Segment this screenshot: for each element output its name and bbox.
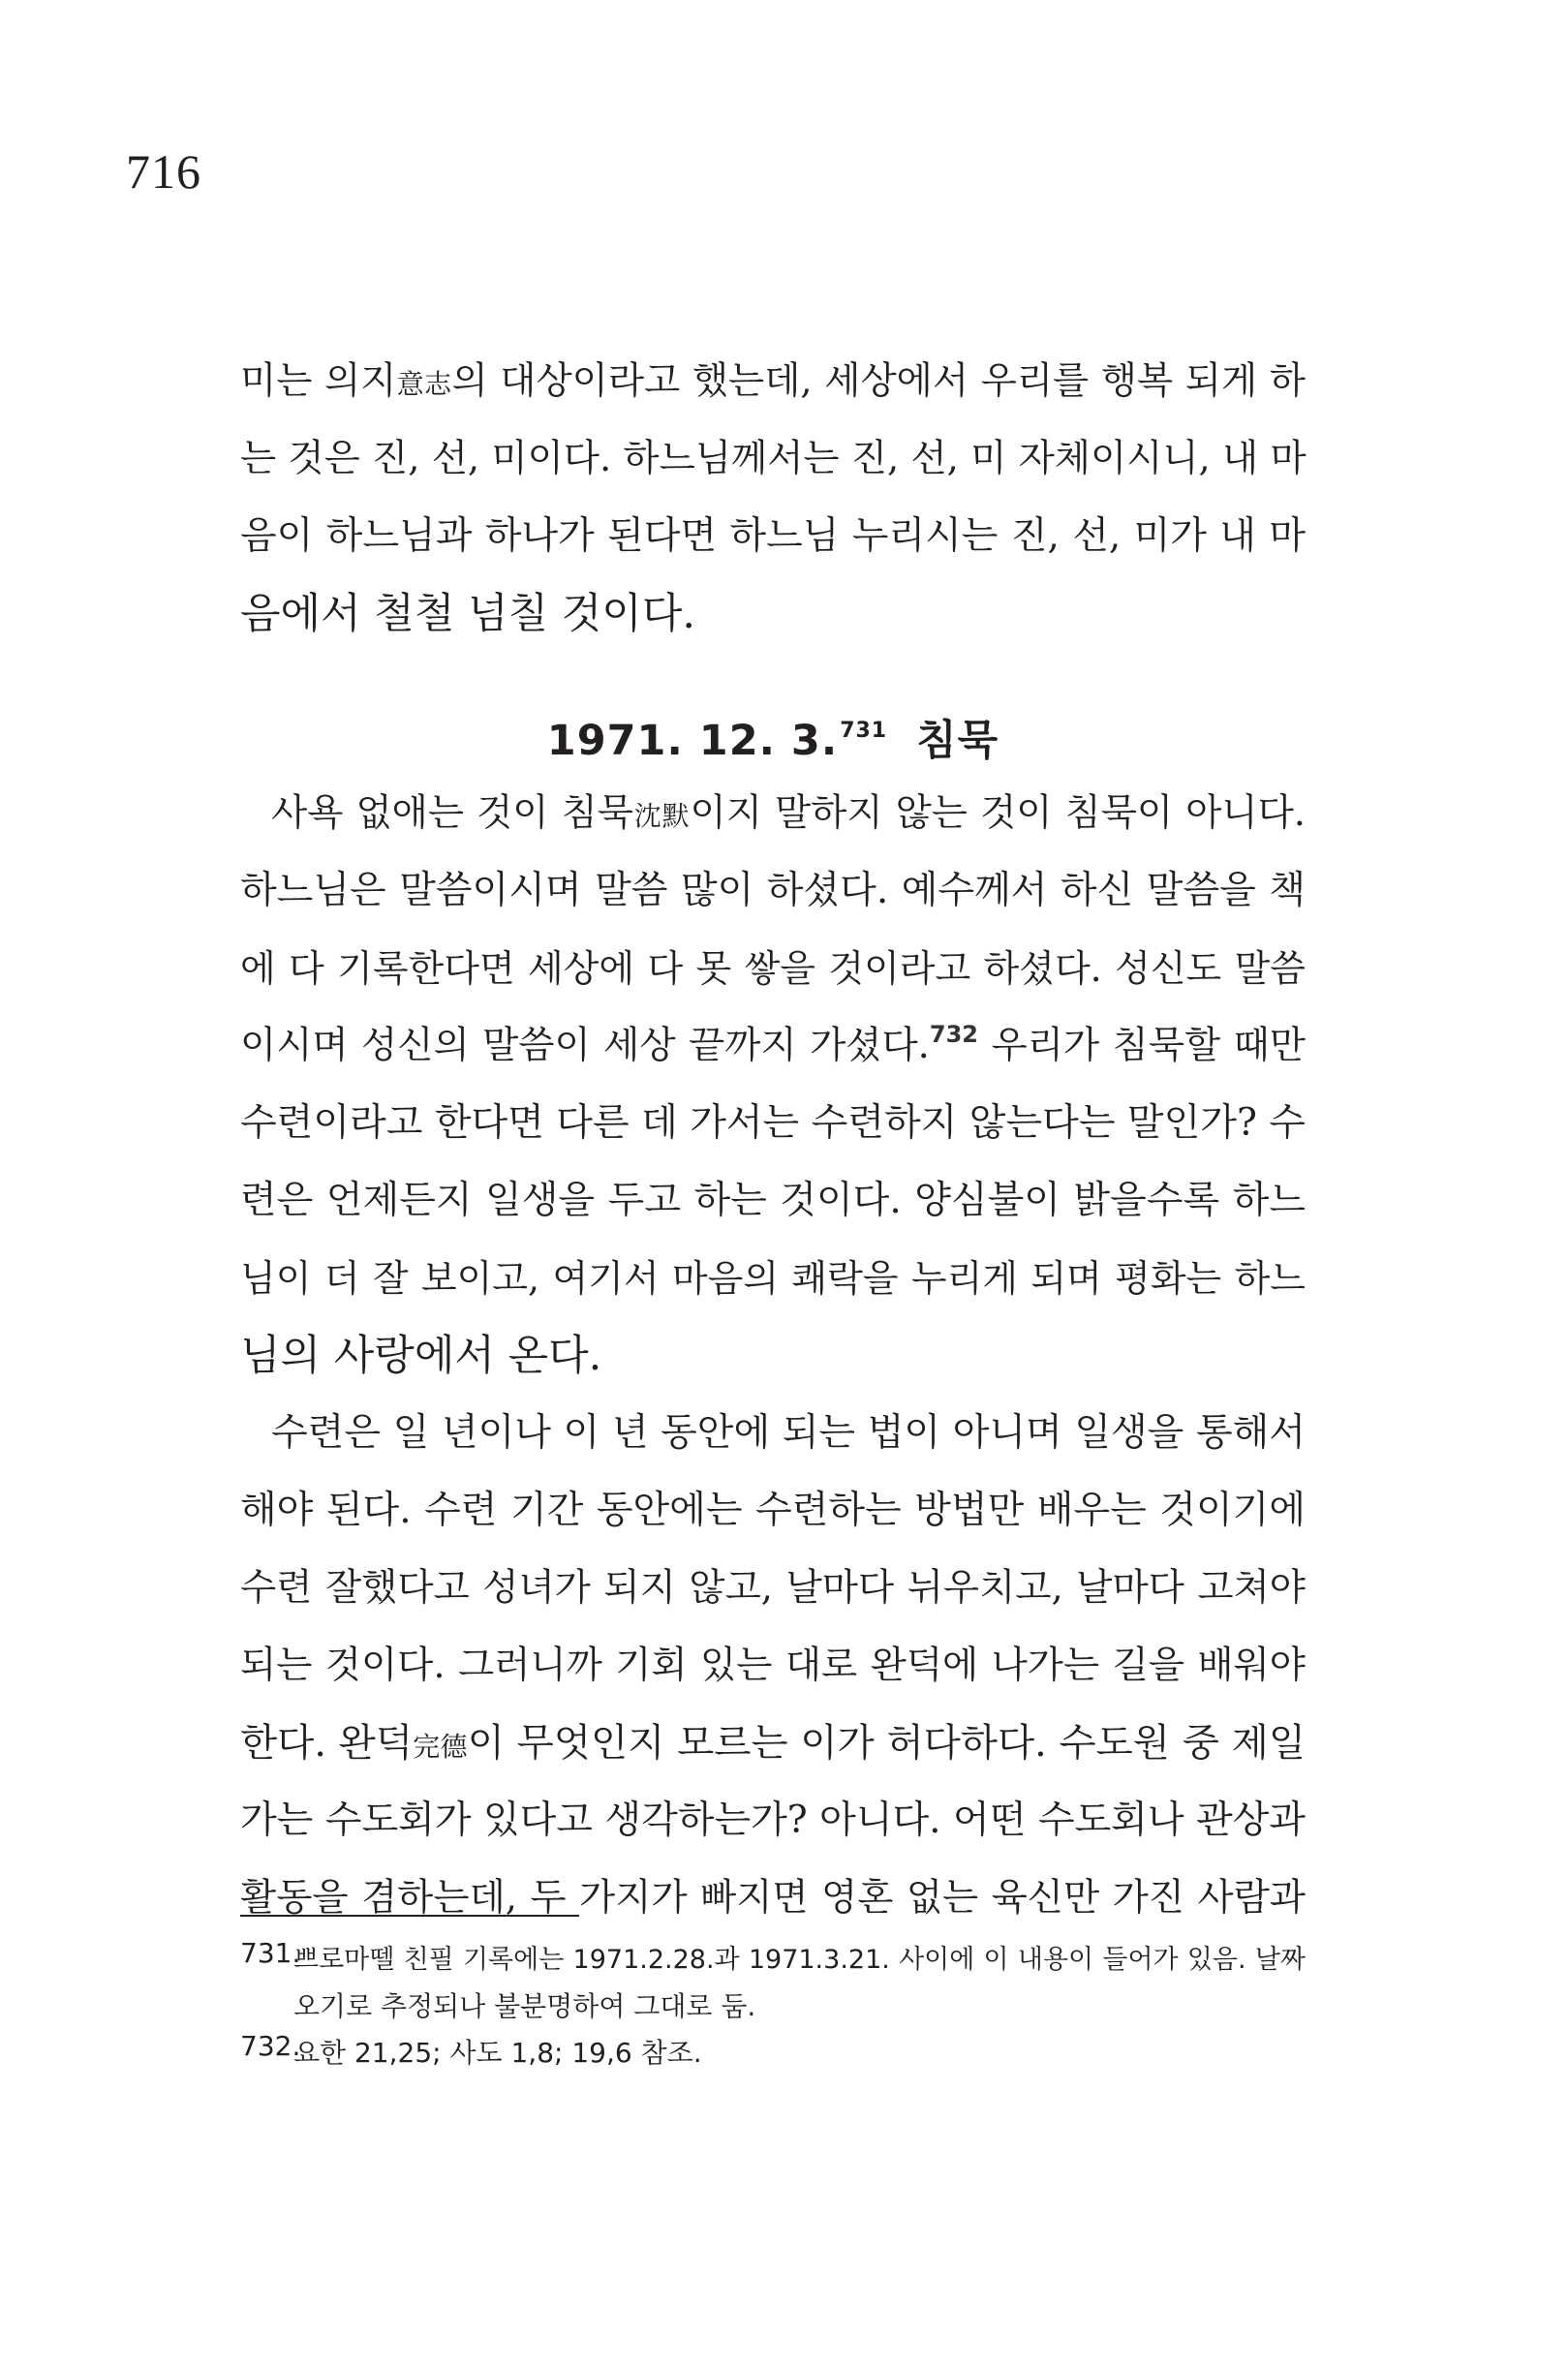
text-line: 수련이라고 한다면 다른 데 가서는 수련하지 않는다는 말인가? 수 — [240, 1101, 1306, 1145]
section-heading — [240, 707, 1306, 775]
hanja-gloss: 沈默 — [632, 800, 691, 832]
text-line: 에 다 기록한다면 세상에 다 못 쌓을 것이라고 하셨다. 성신도 말씀 — [240, 947, 1306, 990]
footnote-divider — [240, 1915, 579, 1917]
text-segment: 이지 말하지 않는 것이 침묵이 아니다. — [690, 791, 1306, 835]
text-line: 음에서 철철 넘칠 것이다. — [240, 590, 696, 638]
text-line: 활동을 겸하는데, 두 가지가 빠지면 영혼 없는 육신만 가진 사람과 — [240, 1876, 1306, 1920]
text-segment: 이 무엇인지 모르는 이가 허다하다. 수도원 중 제일 — [467, 1721, 1306, 1766]
footnote-number: 732. — [240, 2030, 301, 2062]
hanja-gloss: 意志 — [396, 368, 452, 400]
footnote-text: 쁘로마뗄 친필 기록에는 1971.2.28.과 1971.3.21. 사이에 이 내용이 들어가 있음. 날짜 — [293, 1945, 1306, 1975]
text-segment: 한다. 완덕 — [240, 1721, 413, 1766]
footnote-text: 요한 21,25; 사도 1,8; 19,6 참조. — [293, 2037, 702, 2069]
hanja-gloss: 完德 — [412, 1731, 468, 1763]
heading-date: 1971. 12. 3. — [546, 717, 839, 765]
text-line: 해야 된다. 수련 기간 동안에는 수련하는 방법만 배우는 것이기에 — [240, 1489, 1306, 1532]
text-line — [240, 775, 1306, 852]
text-line — [240, 1705, 1306, 1782]
text-segment: 의 대상이라고 했는데, 세상에서 우리를 행복 되게 하 — [451, 359, 1306, 403]
page-number: 716 — [126, 144, 201, 199]
text-segment: 우리가 침묵할 때만 — [978, 1024, 1306, 1067]
intro-paragraph — [240, 343, 1306, 653]
text-segment: 사욕 없애는 것이 침묵 — [271, 791, 633, 835]
text-line: 음이 하느님과 하나가 된다면 하느님 누리시는 진, 선, 미가 내 마 — [240, 514, 1306, 558]
text-line — [240, 1007, 1306, 1085]
footnote-731 — [240, 1937, 1306, 2030]
footnote-reference[interactable]: 732 — [929, 1021, 979, 1048]
text-line: 는 것은 진, 선, 미이다. 하느님께서는 진, 선, 미 자체이시니, 내 마 — [240, 437, 1307, 480]
footnote-number: 731. — [240, 1937, 301, 1969]
text-line — [240, 343, 1306, 420]
text-line: 수련 잘했다고 성녀가 되지 않고, 날마다 뉘우치고, 날마다 고쳐야 — [240, 1566, 1306, 1610]
footnote-reference[interactable]: 731 — [840, 719, 888, 743]
text-line: 하느님은 말씀이시며 말씀 많이 하셨다. 예수께서 하신 말씀을 책 — [240, 869, 1306, 912]
text-line: 님이 더 잘 보이고, 여기서 마음의 쾌락을 누리게 되며 평화는 하느 — [240, 1257, 1306, 1300]
footnotes — [240, 1937, 1306, 2076]
text-line: 가는 수도회가 있다고 생각하는가? 아니다. 어떤 수도회나 관상과 — [240, 1799, 1306, 1842]
text-segment: 이시며 성신의 말씀이 세상 끝까지 가셨다. — [240, 1024, 930, 1067]
heading-title: 침묵 — [916, 717, 999, 765]
footnote-text: 오기로 추정되나 불분명하여 그대로 둠. — [293, 1990, 756, 2022]
text-line: 련은 언제든지 일생을 두고 하는 것이다. 양심불이 밝을수록 하느 — [240, 1179, 1306, 1222]
text-line: 되는 것이다. 그러니까 기회 있는 대로 완덕에 나가는 길을 배워야 — [240, 1644, 1306, 1687]
footnote-732 — [240, 2030, 1306, 2076]
text-line: 수련은 일 년이나 이 년 동안에 되는 법이 아니며 일생을 통해서 — [271, 1411, 1306, 1455]
text-line: 님의 사랑에서 온다. — [240, 1332, 602, 1380]
text-segment: 미는 의지 — [240, 359, 397, 403]
body-text — [240, 775, 1306, 1937]
